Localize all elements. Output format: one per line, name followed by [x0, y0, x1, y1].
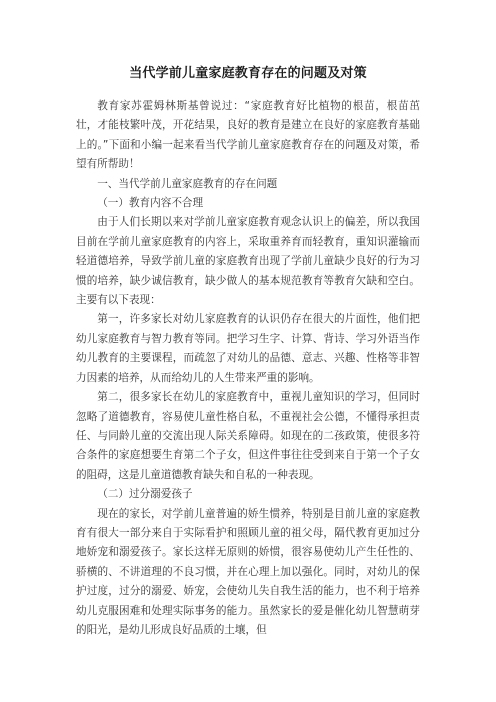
body-paragraph: 现在的家长，对学前儿童普遍的娇生惯养，特别是目前儿童的家庭教育有很大一部分来自于实际看护和照顾儿童的祖父母，隔代教育更加过分地娇宠和溺爱孩子。家长这样无原则的娇惯，很容易使幼儿产生任性的、骄横的、不讲道理的不良习惯，并在心理上加以强化。同时，对幼儿的保护过度，过分的溺爱、娇宠，会使幼儿失自我生活的能力，也不利于培养幼儿克服困难和处理实际事务的能力。虽然家长的爱是催化幼儿智慧萌芽的阳光，是幼儿形成良好品质的土壤，但 — [76, 507, 420, 636]
intro-paragraph: 教育家苏霍姆林斯基曾说过：“家庭教育好比植物的根苗，根苗茁壮，才能枝繁叶茂，开花结果，良好的教育是建立在良好的家庭教育基础上的。”下面和小编一起来看当代学前儿童家庭教育存在的问题及对策，希望有所帮助！ — [76, 100, 420, 171]
body-paragraph: 第一，许多家长对幼儿家庭教育的认识仍存在很大的片面性，他们把幼儿家庭教育与智力教育等同。把学习生字、计算、背诗、学习外语当作幼儿教育的主要课程，而疏忽了对幼儿的品德、意志、兴趣、性格等非智力因素的培养，从而给幼儿的人生带来严重的影响。 — [76, 313, 420, 384]
page-title: 当代学前儿童家庭教育存在的问题及对策 — [129, 66, 367, 81]
subsection-heading-1: （一）教育内容不合理 — [97, 197, 204, 210]
subsection-heading-2: （二）过分溺爱孩子 — [97, 488, 193, 501]
body-paragraph: 第二，很多家长在幼儿的家庭教育中，重视儿童知识的学习，但同时忽略了道德教育，容易使儿童性格自私，不重视社会公德，不懂得承担责任、与同龄儿童的交流出现人际关系障碍。如现在的二孩政策，使很多符合条件的家庭想要生育第二个子女，但这件事往往受到来自于第一个子女的阻碍，这是儿童道德教育缺失和自私的一种表现。 — [76, 391, 420, 481]
body-paragraph: 由于人们长期以来对学前儿童家庭教育观念认识上的偏差，所以我国目前在学前儿童家庭教育的内容上，采取重养育而轻教育，重知识灌输而轻道德培养，导致学前儿童的家庭教育出现了学前儿童缺少良好的行为习惯的培养，缺少诚信教育，缺少做人的基本规范教育等教育欠缺和空白。主要有以下表现： — [76, 216, 420, 307]
section-heading-1: 一、当代学前儿童家庭教育的存在问题 — [97, 177, 278, 190]
